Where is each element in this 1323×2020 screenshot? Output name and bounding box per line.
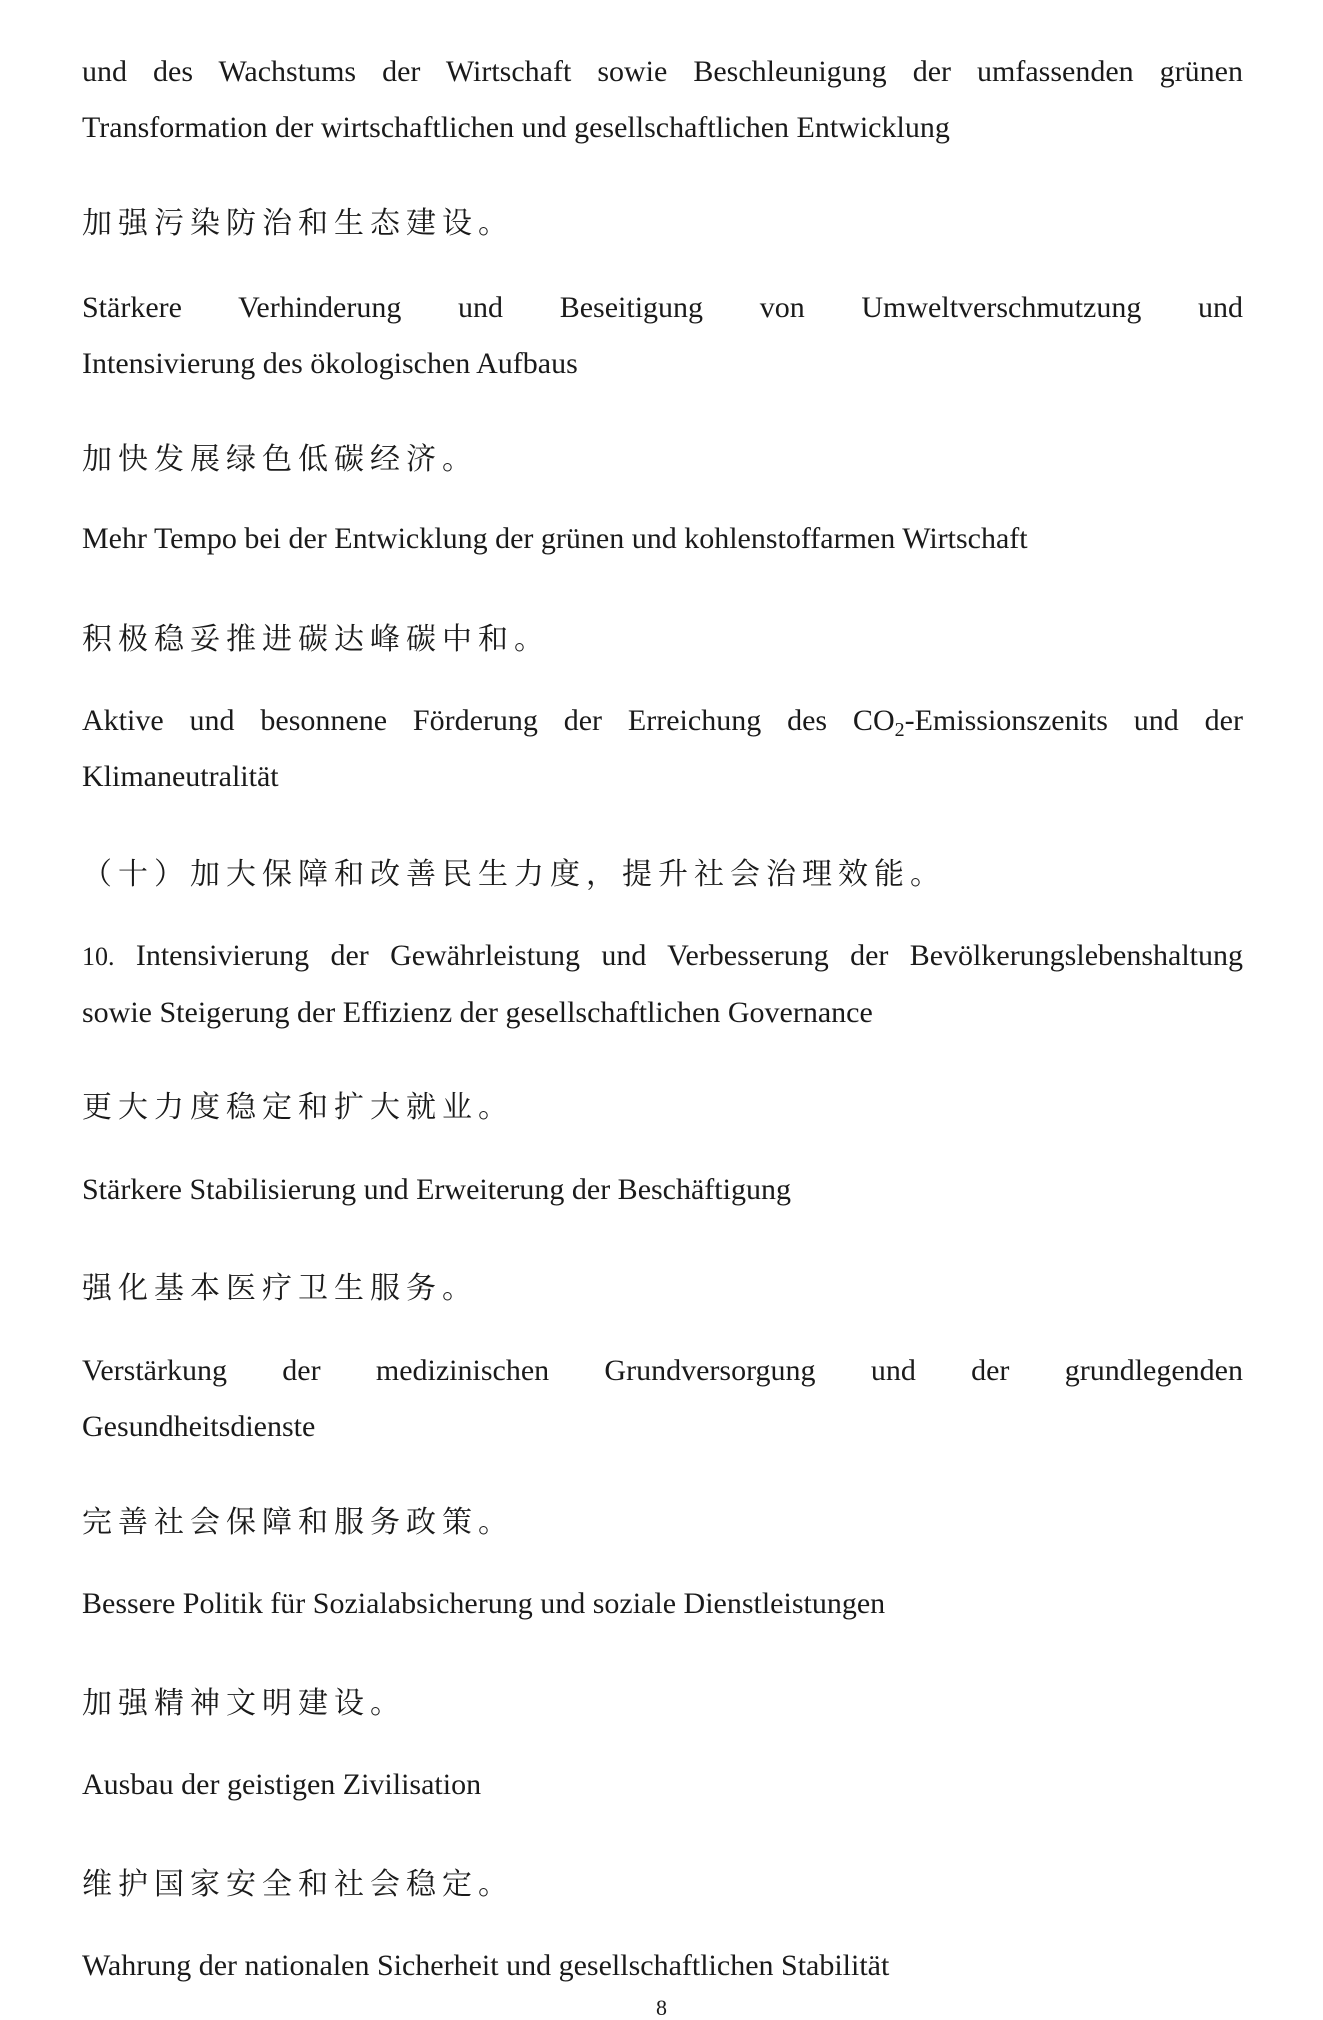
text-line: sowie Steigerung der Effizienz der gesellschaftlichen Governance (82, 996, 873, 1029)
chinese-heading-pollution-control: 加强污染防治和生态建设。 (82, 206, 514, 241)
chinese-heading-low-carbon-economy: 加快发展绿色低碳经济。 (82, 442, 478, 477)
text-line: Intensivierung des ökologischen Aufbaus (82, 347, 578, 380)
chinese-heading-carbon-peak: 积极稳妥推进碳达峰碳中和。 (82, 622, 550, 657)
text-line (82, 693, 1243, 749)
text-line: Klimaneutralität (82, 760, 279, 793)
german-paragraph-carbon-peak (82, 693, 1243, 805)
german-paragraph-healthcare (82, 1343, 1243, 1455)
chinese-heading-spiritual-civilization: 加强精神文明建设。 (82, 1686, 406, 1721)
chinese-section-heading-ten: （十）加大保障和改善民生力度，提升社会治理效能。 (82, 857, 946, 892)
chinese-heading-employment: 更大力度稳定和扩大就业。 (82, 1090, 514, 1125)
text-line: Stärkere Verhinderung und Beseitigung von Umweltverschmutzung und (82, 291, 1243, 324)
german-paragraph-pollution-control (82, 280, 1243, 392)
german-section-heading-ten (82, 928, 1243, 1041)
german-paragraph-employment (82, 1162, 1243, 1218)
german-paragraph-national-security (82, 1938, 1243, 1994)
german-paragraph-low-carbon-economy (82, 511, 1243, 567)
co2-text: Aktive und besonnene Förderung der Erreichung des CO (82, 704, 895, 737)
chinese-heading-national-security: 维护国家安全和社会稳定。 (82, 1867, 514, 1902)
chinese-heading-healthcare: 强化基本医疗卫生服务。 (82, 1271, 478, 1306)
page-number: 8 (656, 1995, 667, 2020)
section-number: 10. (82, 942, 115, 971)
text-line: Stärkere Stabilisierung und Erweiterung der Beschäftigung (82, 1173, 791, 1206)
text-line: Verstärkung der medizinischen Grundversorgung und der grundlegenden (82, 1354, 1243, 1387)
text-line: Mehr Tempo bei der Entwicklung der grünen und kohlenstoffarmen Wirtschaft (82, 522, 1028, 555)
text-line: Wahrung der nationalen Sicherheit und gesellschaftlichen Stabilität (82, 1949, 890, 1982)
chinese-heading-social-security: 完善社会保障和服务政策。 (82, 1505, 514, 1540)
german-paragraph-social-security (82, 1576, 1243, 1632)
co2-subscript: 2 (894, 719, 905, 741)
german-paragraph-green-transformation (82, 44, 1243, 156)
german-paragraph-spiritual-civilization (82, 1757, 1243, 1813)
text-line (82, 928, 1243, 985)
section-title-text: Intensivierung der Gewährleistung und Verbesserung der Bevölkerungslebenshaltung (114, 939, 1243, 972)
text-line: Bessere Politik für Sozialabsicherung und soziale Dienstleistungen (82, 1587, 886, 1620)
emission-text: -Emissionszenits und der (904, 704, 1243, 737)
text-line: und des Wachstums der Wirtschaft sowie Beschleunigung der umfassenden grünen (82, 55, 1243, 88)
text-line: Gesundheitsdienste (82, 1410, 316, 1443)
text-line: Transformation der wirtschaftlichen und gesellschaftlichen Entwicklung (82, 111, 950, 144)
text-line: Ausbau der geistigen Zivilisation (82, 1768, 482, 1801)
